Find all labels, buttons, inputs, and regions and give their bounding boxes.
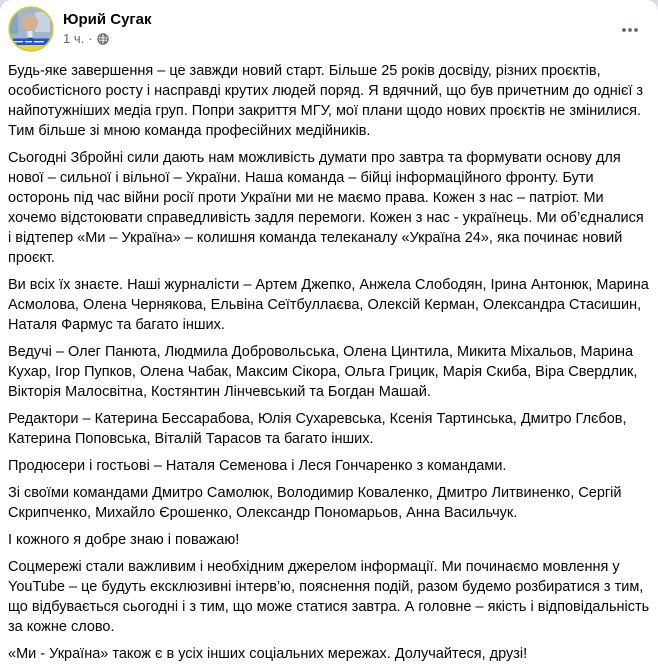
avatar-photo: [8, 6, 54, 52]
author-name[interactable]: Юрий Сугак: [63, 11, 152, 28]
post-paragraph: «Ми - Україна» також є в усіх інших соціальних мережах. Долучайтеся, друзі!: [8, 646, 528, 662]
post-paragraph: Соцмережі стали важливим і необхідним джерелом інформації. Ми починаємо мовлення у YouTube – це будуть ексклюзивні інтерв’ю, пояснення подій, разом будемо розбиратися з тим, що відбувається сьогодні і з тим, що може статися завтра. А головне – якість і відповідальність за кожне слово.: [8, 559, 650, 635]
post-paragraph: Продюсери і гостьові – Наталя Семенова і Леся Гончаренко з командами.: [8, 458, 507, 474]
globe-icon: [97, 33, 109, 45]
post-paragraph: Ведучі – Олег Панюта, Людмила Добровольська, Олена Цинтила, Микита Міхальов, Марина Кухар, Ігор Пупков, Олена Чабак, Максим Сікора, Ольга Грицик, Марія Скиба, Віра Свердлик, Вікторія Малосвітна, Костянтин Лінчевський та Богдан Машай.: [8, 344, 638, 400]
post-paragraph: Сьогодні Збройні сили дають нам можливість думати про завтра та формувати основу для нової – сильної і вільної – України. Наша команда – бійці інформаційного фронту. Бути осторонь під час війни росії проти України ми не маємо права. Кожен з нас – патріот. Ми хочемо відстоювати справедливість задля перемоги. Кожен з нас - українець. Ми об’єдналися і відтепер «Ми – Україна» – колишня команда телеканалу «Україна 24», яка починає новий проєкт.: [8, 150, 644, 266]
post-header: [0, 0, 658, 52]
avatar[interactable]: [8, 6, 54, 52]
more-options-button[interactable]: [614, 14, 646, 46]
post-paragraph: Редактори – Катерина Бессарабова, Юлія Сухаревська, Ксенія Тартинська, Дмитро Глєбов, Катерина Поповська, Віталій Тарасов та багато інших.: [8, 411, 627, 447]
meta-separator: ·: [88, 31, 93, 46]
post-meta: [63, 31, 152, 47]
more-options-icon: [620, 20, 640, 40]
post-paragraph: І кожного я добре знаю і поважаю!: [8, 532, 240, 548]
post-text: [0, 52, 658, 664]
post-paragraph: Зі своїми командами Дмитро Самолюк, Володимир Коваленко, Дмитро Литвиненко, Сергій Скрипченко, Михайло Єрошенко, Олександр Пономарьов, Анна Васильчук.: [8, 485, 622, 521]
author-block: [63, 6, 152, 47]
post-paragraph: Будь-яке завершення – це завжди новий старт. Більше 25 років досвіду, різних проєктів, особистісного росту і насправді крутих людей поряд. Я вдячний, що був причетним до однієї з найпотужніших медіа груп. Попри закриття МГУ, мої плани щодо нових проєктів не змінилися. Тим більше зі мною команда професійних медійників.: [8, 63, 644, 139]
timestamp[interactable]: 1 ч.: [63, 31, 85, 46]
post-paragraph: Ви всіх їх знаєте. Наші журналісти – Артем Джепко, Анжела Слободян, Ірина Антонюк, Марина Асмолова, Олена Чернякова, Ельвіна Сеїтбуллаєва, Олексій Керман, Олександра Стасишин, Наталя Фармус та багато інших.: [8, 277, 649, 333]
